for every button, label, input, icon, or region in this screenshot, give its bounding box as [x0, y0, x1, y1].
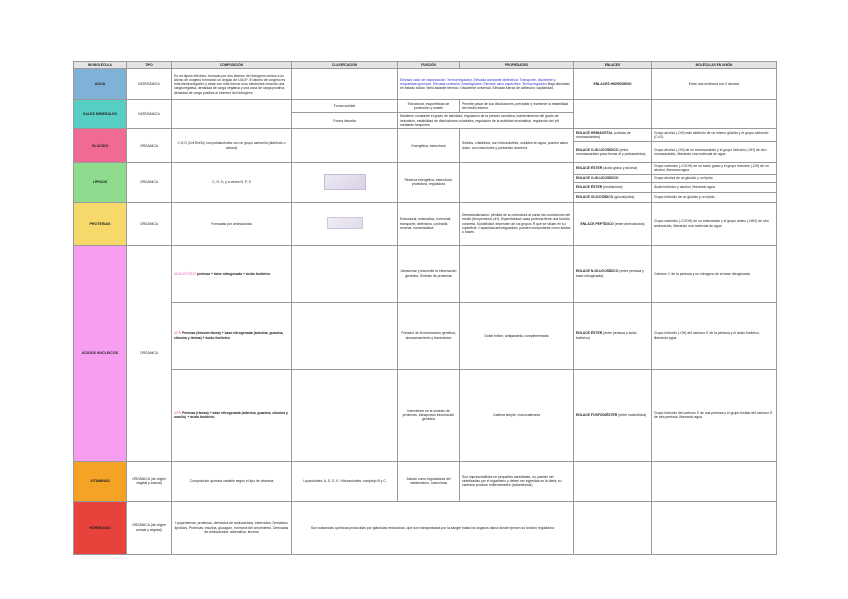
cell-lipidos-name: LÍPIDOS	[74, 163, 127, 203]
cell-sales-enlaces	[574, 100, 652, 129]
cell-agua-clasificacion	[292, 69, 398, 100]
agua-propiedades-text: Baja densidad en estado sólido: hielo aislante térmico. Disolvente universal. Elevada fuerza de adhesión: capilaridad.	[400, 82, 570, 91]
lipidos-enlace-4-label: ENLACE GLICOSÍDICO	[576, 195, 614, 200]
agua-funcion-text: Elevado calor de vaporización: Termorregulador. Elevada constante dieléctrica: Transporte, disolvente y respuestas químicas. Elevada cohesión: Amortiguador. Elevado calor específico: Termorregulador	[400, 77, 556, 87]
acidos-comp2-label: ADN	[174, 331, 182, 336]
proteinas-classification-diagram	[327, 217, 363, 229]
cell-glucido-composicion: C,H,O (CnH2nOn) son polialcoholes con un grupo carbonilo (aldehído o cetona)	[172, 129, 292, 163]
cell-lipidos-enlace-3	[574, 182, 652, 192]
cell-glucido-propiedades: Sólidos, cristalinos, son hidrosolubles, solubles en agua, poseen sabor dulce, son reductores y presentan isomería	[460, 129, 574, 163]
cell-sales-clas2: Forma disuelta	[292, 113, 398, 129]
acidos-enlace-1-label: ENLACE N-GLUCOSÍDICO	[576, 269, 619, 274]
cell-proteinas-propiedades: Desnaturalización: pérdida de su estructura al variar las condiciones del medio (temperatura, pH). Especificidad: cada proteína tiene una función concreta. Solubilidad: dependen de los grupos R que se sitúan en su superficie. Capacidad amortiguadora: pueden comportarse como ácidos o bases	[460, 202, 574, 245]
acidos-comp1-label: NUCLEÓTIDO	[174, 271, 197, 276]
cell-lipidos-enlace-1	[574, 163, 652, 175]
cell-acidos-tipo: ORGÁNICA	[127, 245, 172, 461]
lipidos-enlace-3-label: ENLACE ÉSTER	[576, 185, 603, 190]
cell-glucido-enlace-1	[574, 129, 652, 142]
cell-agua-tipo: INORGÁNICA	[127, 69, 172, 100]
cell-hormonas-enlaces	[574, 501, 652, 554]
row-proteinas	[74, 202, 777, 245]
cell-acidos-enlace-1	[574, 245, 652, 302]
cell-vitaminas-funcion: Actúan como reguladoras del metabolismo, coenzimas	[398, 461, 460, 501]
cell-glucido-tipo: ORGÁNICA	[127, 129, 172, 163]
cell-acidos-name: ÁCIDOS NUCLEICOS	[74, 245, 127, 461]
acidos-enlace-2-desc: (entre pentosa y ácido fosfórico)	[576, 331, 637, 340]
header-composicion: COMPOSICIÓN	[172, 62, 292, 69]
cell-glucido-funcion: Energética, estructural	[398, 129, 460, 163]
cell-hormonas-funcion: Son sustancias químicas producidas por glándulas endocrinas, que son transportadas por la sangre hasta los órganos diana donde ejercen su función reguladora	[292, 501, 574, 554]
cell-lipidos-enlace-2	[574, 174, 652, 182]
cell-agua-funcion-propiedades	[398, 69, 574, 100]
cell-lipidos-funcion: Reserva energética, estructural, protectora, reguladora	[398, 163, 460, 203]
cell-acidos-func1: Almacenar y transmitir la información genética. Síntesis de proteínas	[398, 245, 460, 302]
cell-lipidos-union-2: Grupo alcohol de un glúcido y un lípido	[652, 174, 777, 182]
cell-proteinas-union: Grupo carboxilo (-COOH) de un aminoácido y el grupo amino (-NH2) de otro aminoácido, liberando una molécula de agua	[652, 202, 777, 245]
cell-sales-name: SALES MINERALES	[74, 100, 127, 129]
cell-glucido-union-1: Grupo alcohol (-OH) más aldehído de un mismo glúcido y el grupo carbonilo (C=O)	[652, 129, 777, 142]
acidos-enlace-1-desc: (entre pentosa y base nitrogenada)	[576, 269, 644, 278]
lipidos-enlace-3-desc: (fosfolípidos)	[603, 185, 623, 190]
acidos-enlace-3-label: ENLACE FOSFODIÉSTER	[576, 413, 618, 418]
cell-agua-composicion: Es un dipolo eléctrico: formado por dos átomos de hidrógeno unidos a un átomo de oxígeno formando un ángulo de 104,5º. El átomo de oxígeno es más electronegativo y atrae con más fuerza a los electrones creando una carga negativa, densidad de carga negativa y una zona de carga positiva, densidad de carga positiva al extremo del hidrógeno	[172, 69, 292, 100]
acidos-comp3-text: Pentosa (ribosa) + base nitrogenada (adenina, guanina, citosina y uracilo) + ácido fosfórico	[174, 410, 288, 420]
row-acidos-1	[74, 245, 777, 302]
cell-vitaminas-enlaces	[574, 461, 652, 501]
cell-acidos-clas3	[292, 369, 398, 461]
header-tipo: TIPO	[127, 62, 172, 69]
proteinas-enlace-label: ENLACE PEPTÍDICO	[580, 221, 614, 226]
cell-acidos-func2: Portador de la información genética, almacenamiento y transmisión	[398, 302, 460, 369]
cell-proteinas-name: PROTEÍNAS	[74, 202, 127, 245]
acidos-comp2-text: Pentosa (desoxirribosa) + base nitrogenada (adenina, guanina, citosina y timina) + ácido fosfórico	[174, 331, 284, 340]
cell-proteinas-composicion: Formadas por aminoácidos	[172, 202, 292, 245]
cell-lipidos-union-3: Ácido fosfórico y alcohol, liberando agua	[652, 182, 777, 192]
cell-glucido-enlace-2	[574, 142, 652, 163]
cell-lipidos-union-4: Grupo hidroxilo de un glúcido y un lípido	[652, 192, 777, 202]
lipidos-enlace-1-label: ENLACE ÉSTER	[576, 166, 603, 171]
row-lipidos-1	[74, 163, 777, 175]
cell-hormonas-composicion: Lipoproteínas, proteínas, derivados de aminoácidos, esteroides. Derivados lipídicos. Proteicas: insulina, glucagón, hormona del crecimiento. Derivadas de aminoácidos: adrenalina, tiroxina	[172, 501, 292, 554]
cell-proteinas-tipo: ORGÁNICA	[127, 202, 172, 245]
header-propiedades: PROPIEDADES	[460, 62, 574, 69]
cell-glucido-union-2: Grupo alcohol (-OH) de un monosacárido y el grupo hidroxilo (-OH) de otro monosacárido, liberando una molécula de agua	[652, 142, 777, 163]
cell-proteinas-clasificacion	[292, 202, 398, 245]
row-vitaminas	[74, 461, 777, 501]
cell-hormonas-union	[652, 501, 777, 554]
cell-acidos-prop2: Doble hélice, antiparalela, complementaria	[460, 302, 574, 369]
cell-sales-composicion	[172, 100, 292, 129]
spreadsheet	[73, 61, 776, 545]
cell-sales-func2: Mantener constante el grado de salinidad, regulación de la presión osmótica, mantenimiento del grado de ionización, estabilidad de disoluciones coloidales, regulación de la actividad enzimática, regulación del pH mediante tampones	[398, 113, 574, 129]
cell-acidos-clas1	[292, 245, 398, 302]
cell-acidos-comp3	[172, 369, 292, 461]
cell-lipidos-propiedades	[460, 163, 574, 203]
glucido-enlace-2-label: ENLACE O-GLUCOSÍDICO	[576, 147, 619, 152]
cell-acidos-func3: Intervienen en la síntesis de proteínas, transportan información genética	[398, 369, 460, 461]
header-biomolecula: BIOMOLÉCULA	[74, 62, 127, 69]
cell-vitaminas-propiedades: Son imprescindibles en pequeñas cantidades, no pueden ser sintetizadas por el organismo y deben ser ingeridas en la dieta; su carencia produce enfermedades (avitaminosis)	[460, 461, 574, 501]
cell-acidos-prop3: Cadena simple, monocatenaria	[460, 369, 574, 461]
cell-agua-name: AGUA	[74, 69, 127, 100]
header-row	[74, 62, 777, 69]
cell-sales-union	[652, 100, 777, 129]
acidos-comp1-text: pentosa + base nitrogenada + ácido fosfórico	[197, 271, 271, 276]
cell-acidos-union-2: Grupo hidroxilo (-OH) del carbono 5' de la pentosa y el ácido fosfórico, liberando agua	[652, 302, 777, 369]
header-clasificacion: CLASIFICACIÓN	[292, 62, 398, 69]
cell-agua-enlaces: ENLACES HIDRÓGENO	[574, 69, 652, 100]
acidos-enlace-2-label: ENLACE ÉSTER	[576, 331, 603, 336]
cell-acidos-clas2	[292, 302, 398, 369]
biomolecule-table	[73, 61, 777, 555]
cell-acidos-union-3: Grupo hidroxilo del carbono 3' de una pentosa y el grupo fosfato del carbono 5' de otra pentosa, liberando agua	[652, 369, 777, 461]
cell-acidos-enlace-2	[574, 302, 652, 369]
cell-lipidos-clasificacion	[292, 163, 398, 203]
row-glucido-1	[74, 129, 777, 142]
cell-lipidos-enlace-4	[574, 192, 652, 202]
cell-acidos-union-1: Carbono 1' de la pentosa y un nitrógeno de la base nitrogenada	[652, 245, 777, 302]
cell-proteinas-enlaces	[574, 202, 652, 245]
acidos-comp3-label: ARN	[174, 410, 182, 415]
cell-acidos-enlace-3	[574, 369, 652, 461]
cell-sales-func1: Estructural, esqueléticas de protección y sostén	[398, 100, 460, 113]
row-acidos-3	[74, 369, 777, 461]
cell-lipidos-tipo: ORGÁNICA	[127, 163, 172, 203]
row-sales-1	[74, 100, 777, 113]
glucido-enlace-1-label: ENLACE HEMIACETAL	[576, 130, 613, 135]
cell-hormonas-name: HORMONAS	[74, 501, 127, 554]
cell-acidos-prop1	[460, 245, 574, 302]
cell-sales-clas1: Forma soluble	[292, 100, 398, 113]
row-acidos-2	[74, 302, 777, 369]
cell-vitaminas-clasificacion: Liposolubles: A, D, E, K. Hidrosolubles: complejo B y C	[292, 461, 398, 501]
cell-hormonas-tipo: ORGÁNICA (de origen animal y vegetal)	[127, 501, 172, 554]
row-agua	[74, 69, 777, 100]
cell-glucido-clasificacion	[292, 129, 398, 163]
header-funcion: FUNCIÓN	[398, 62, 460, 69]
cell-acidos-comp2	[172, 302, 292, 369]
header-enlaces: ENLACES	[574, 62, 652, 69]
proteinas-enlace-desc: (entre aminoácidos)	[614, 221, 645, 226]
cell-acidos-comp1	[172, 245, 292, 302]
cell-proteinas-funcion: Estructural, enzimática, hormonal, transporte, defensiva, contráctil, reserva, homeostática	[398, 202, 460, 245]
lipidos-enlace-2-label: ENLACE O-GLUCOSÍDICO	[576, 176, 619, 181]
header-union: MOLÉCULAS EN UNIÓN	[652, 62, 777, 69]
glucido-enlace-1-desc: (cíclicas de monosacáridos)	[576, 130, 631, 140]
cell-sales-prop1: Permite pasar de sus disoluciones, precipitar y mantener la estabilidad del medio interno	[460, 100, 574, 113]
cell-lipidos-union-1: Grupo carboxilo (-COOH) de un ácido graso y el grupo hidroxilo (-OH) de un alcohol, liberando agua	[652, 163, 777, 175]
cell-vitaminas-union	[652, 461, 777, 501]
cell-lipidos-composicion: C, H, O, y a veces N, P, S	[172, 163, 292, 203]
acidos-enlace-3-desc: (entre nucleótidos)	[618, 413, 647, 418]
cell-sales-tipo: INORGÁNICA	[127, 100, 172, 129]
row-hormonas	[74, 501, 777, 554]
lipidos-classification-diagram	[324, 174, 366, 190]
lipidos-enlace-1-desc: (ácido graso y alcohol)	[603, 166, 638, 171]
lipidos-enlace-4-desc: (glucolípidos)	[614, 195, 635, 200]
cell-vitaminas-composicion: Composición química variable según el tipo de vitamina	[172, 461, 292, 501]
glucido-enlace-2-desc: (entre monosacáridos para formar di y polisacáridos)	[576, 147, 646, 157]
cell-agua-union: Entre una molécula con 2 átomos	[652, 69, 777, 100]
cell-glucido-name: GLÚCIDO	[74, 129, 127, 163]
cell-vitaminas-name: VITAMINAS	[74, 461, 127, 501]
cell-vitaminas-tipo: ORGÁNICA (de origen vegetal y animal)	[127, 461, 172, 501]
